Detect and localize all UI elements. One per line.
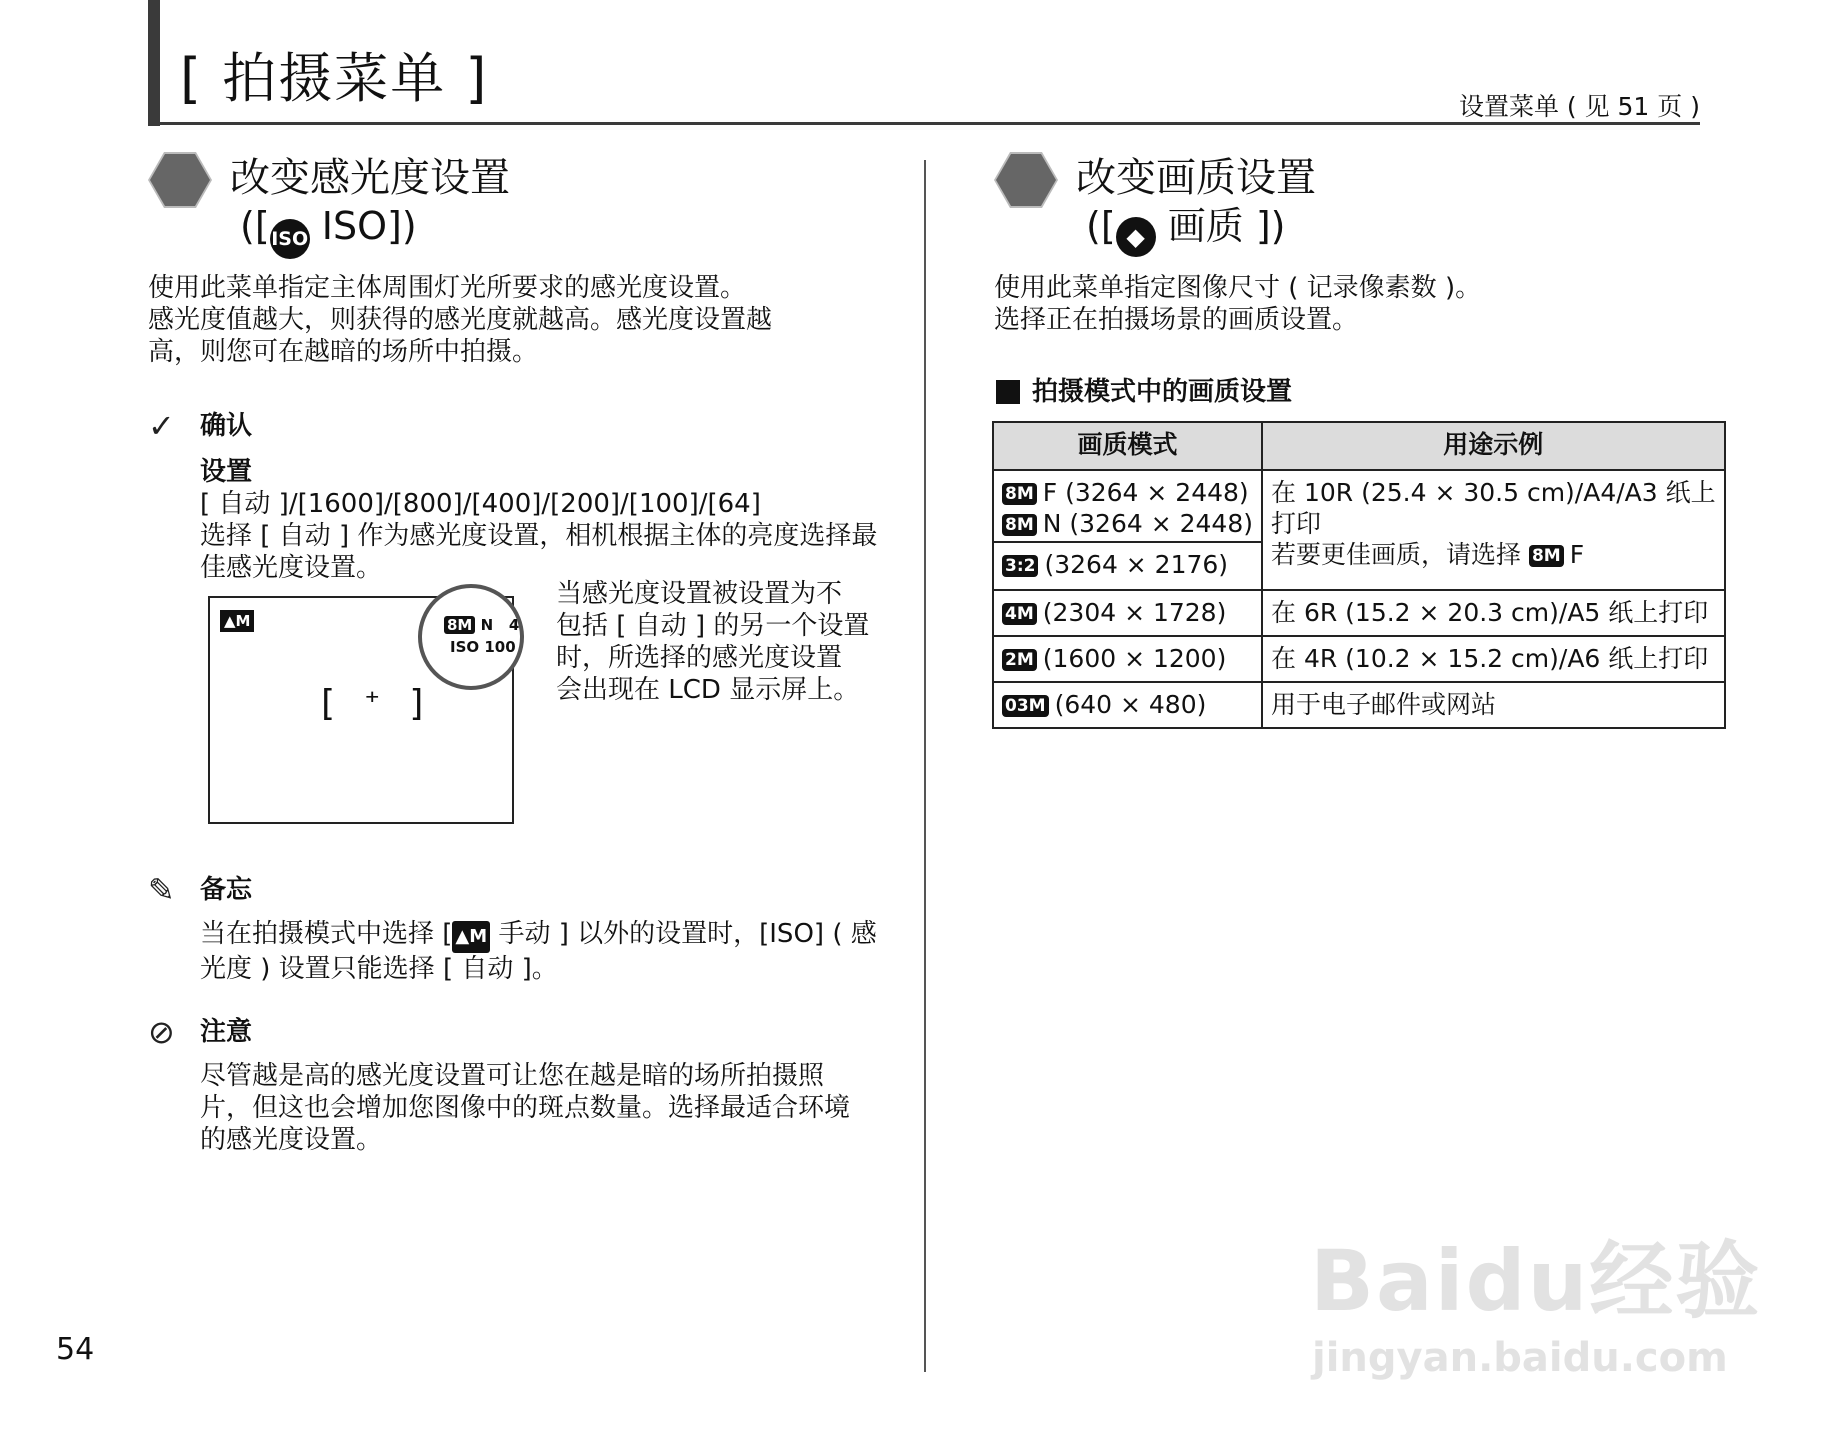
use-cell	[1262, 470, 1725, 590]
intro-line: 选择正在拍摄场景的画质设置。	[994, 305, 1359, 335]
confirm-desc-line: 选择 [ 自动 ] 作为感光度设置，相机根据主体的亮度选择最	[200, 521, 878, 551]
mode-cell	[993, 470, 1262, 542]
intro-line: 使用此菜单指定主体周围灯光所要求的感光度设置。	[148, 273, 747, 303]
intro-line: 使用此菜单指定图像尺寸 ( 记录像素数 )。	[994, 273, 1482, 303]
caution-label: 注意	[200, 1017, 253, 1047]
table-row	[993, 470, 1725, 542]
watermark-url: jingyan.baidu.com	[1312, 1335, 1728, 1381]
size-chip: 3:2	[1002, 555, 1038, 577]
memo-pencil-icon: ✎	[148, 871, 175, 909]
header-reference: 设置菜单 ( 见 51 页 )	[1458, 92, 1700, 121]
table-row	[993, 636, 1725, 682]
section-subtitle-quality	[1086, 202, 1285, 257]
intro-line: 感光度值越大，则获得的感光度就越高。感光度设置越	[148, 305, 773, 335]
section-subtitle-iso	[240, 202, 417, 259]
lcd-count: 4	[508, 616, 520, 634]
header-bar	[148, 0, 160, 126]
quality-table	[992, 421, 1726, 729]
confirm-body	[200, 488, 877, 584]
memo-pre: 当在拍摄模式中选择 [	[200, 919, 453, 949]
mode-text: (1600 × 1200)	[1042, 644, 1227, 673]
camera-manual-mode-icon: ▲M	[220, 610, 254, 632]
mode-text: (3264 × 2176)	[1044, 550, 1229, 579]
iso-highlight-circle	[418, 584, 524, 690]
caution-line: 片，但这也会增加您图像中的斑点数量。选择最适合环境	[200, 1093, 851, 1123]
quality-icon: ◆	[1116, 217, 1156, 257]
side-line: 包括 [ 自动 ] 的另一个设置	[556, 611, 870, 641]
subtitle-close: ISO])	[321, 204, 417, 248]
mode-text: (640 × 480)	[1054, 690, 1207, 719]
mode-cell	[993, 636, 1262, 682]
lcd-illustration	[208, 596, 520, 824]
caution-line: 的感光度设置。	[200, 1125, 383, 1155]
side-line: 会出现在 LCD 显示屏上。	[556, 675, 860, 705]
size-chip: 8M	[1529, 545, 1564, 567]
mode-cell	[993, 590, 1262, 636]
column-divider	[924, 160, 926, 1372]
use-cell: 在 6R (15.2 × 20.3 cm)/A5 纸上打印	[1262, 590, 1725, 636]
use-text: 在 10R (25.4 × 30.5 cm)/A4/A3 纸上	[1271, 478, 1716, 507]
mode-cell	[993, 542, 1262, 590]
setting-head: 设置	[200, 457, 253, 487]
quality-subhead: 拍摄模式中的画质设置	[1032, 377, 1293, 407]
size-chip: 2M	[1002, 649, 1037, 671]
size-chip: 8M	[1002, 514, 1037, 536]
table-header: 画质模式	[993, 422, 1262, 470]
mode-cell	[993, 682, 1262, 728]
page-title: [ 拍摄菜单 ]	[180, 47, 489, 110]
iso-intro	[148, 272, 772, 368]
memo-body	[200, 918, 877, 985]
size-chip: 4M	[1002, 603, 1037, 625]
table-row	[993, 590, 1725, 636]
lcd-iso: ISO 100	[450, 638, 516, 656]
memo-line	[200, 918, 877, 953]
camera-manual-mode-icon: ▲M	[452, 921, 490, 953]
memo-line: 光度 ) 设置只能选择 [ 自动 ]。	[200, 954, 558, 984]
side-line: 时，所选择的感光度设置	[556, 643, 843, 673]
mode-text: F (3264 × 2448)	[1042, 478, 1249, 507]
iso-options: [ 自动 ]/[1600]/[800]/[400]/[200]/[100]/[64]	[200, 489, 761, 519]
lcd-quality: N	[480, 616, 494, 634]
check-magnifier-icon: ✓	[148, 407, 175, 445]
memo-post: 手动 ] 以外的设置时，[ISO] ( 感	[490, 919, 877, 949]
use-text: F	[1569, 540, 1585, 569]
watermark-logo: Baidu经验	[1310, 1232, 1762, 1330]
iso-icon: ISO	[270, 219, 310, 259]
size-chip: 8M	[1002, 483, 1037, 505]
use-text: 打印	[1271, 509, 1322, 538]
subtitle-close: 画质 ])	[1167, 204, 1286, 248]
subtitle-open: ([	[240, 204, 270, 248]
caution-line: 尽管越是高的感光度设置可让您在越是暗的场所拍摄照	[200, 1061, 825, 1091]
memo-label: 备忘	[200, 875, 253, 905]
af-frame-icon: [ ⁺ ]	[316, 683, 430, 724]
lcd-quality-row	[444, 616, 519, 634]
mode-text: (2304 × 1728)	[1042, 598, 1227, 627]
use-cell: 在 4R (10.2 × 15.2 cm)/A6 纸上打印	[1262, 636, 1725, 682]
square-bullet-icon	[996, 380, 1020, 404]
side-line: 当感光度设置被设置为不	[556, 579, 843, 609]
confirm-label: 确认	[200, 411, 253, 441]
table-row	[993, 682, 1725, 728]
table-header-row	[993, 422, 1725, 470]
section-title-iso: 改变感光度设置	[230, 155, 510, 201]
section-title-quality: 改变画质设置	[1076, 155, 1316, 201]
subtitle-open: ([	[1086, 204, 1116, 248]
table-header: 用途示例	[1262, 422, 1725, 470]
use-cell: 用于电子邮件或网站	[1262, 682, 1725, 728]
quality-intro	[994, 272, 1481, 336]
mode-text: N (3264 × 2448)	[1042, 509, 1253, 538]
confirm-desc-line: 佳感光度设置。	[200, 553, 383, 583]
intro-line: 高，则您可在越暗的场所中拍摄。	[148, 337, 539, 367]
page-number: 54	[56, 1332, 95, 1367]
caution-body	[200, 1060, 850, 1156]
use-text: 若要更佳画质，请选择	[1271, 540, 1522, 569]
size-chip: 03M	[1002, 695, 1049, 717]
size-chip: 8M	[444, 616, 475, 634]
exclamation-circle-icon: ⊘	[148, 1013, 175, 1051]
confirm-side-text	[556, 578, 869, 706]
